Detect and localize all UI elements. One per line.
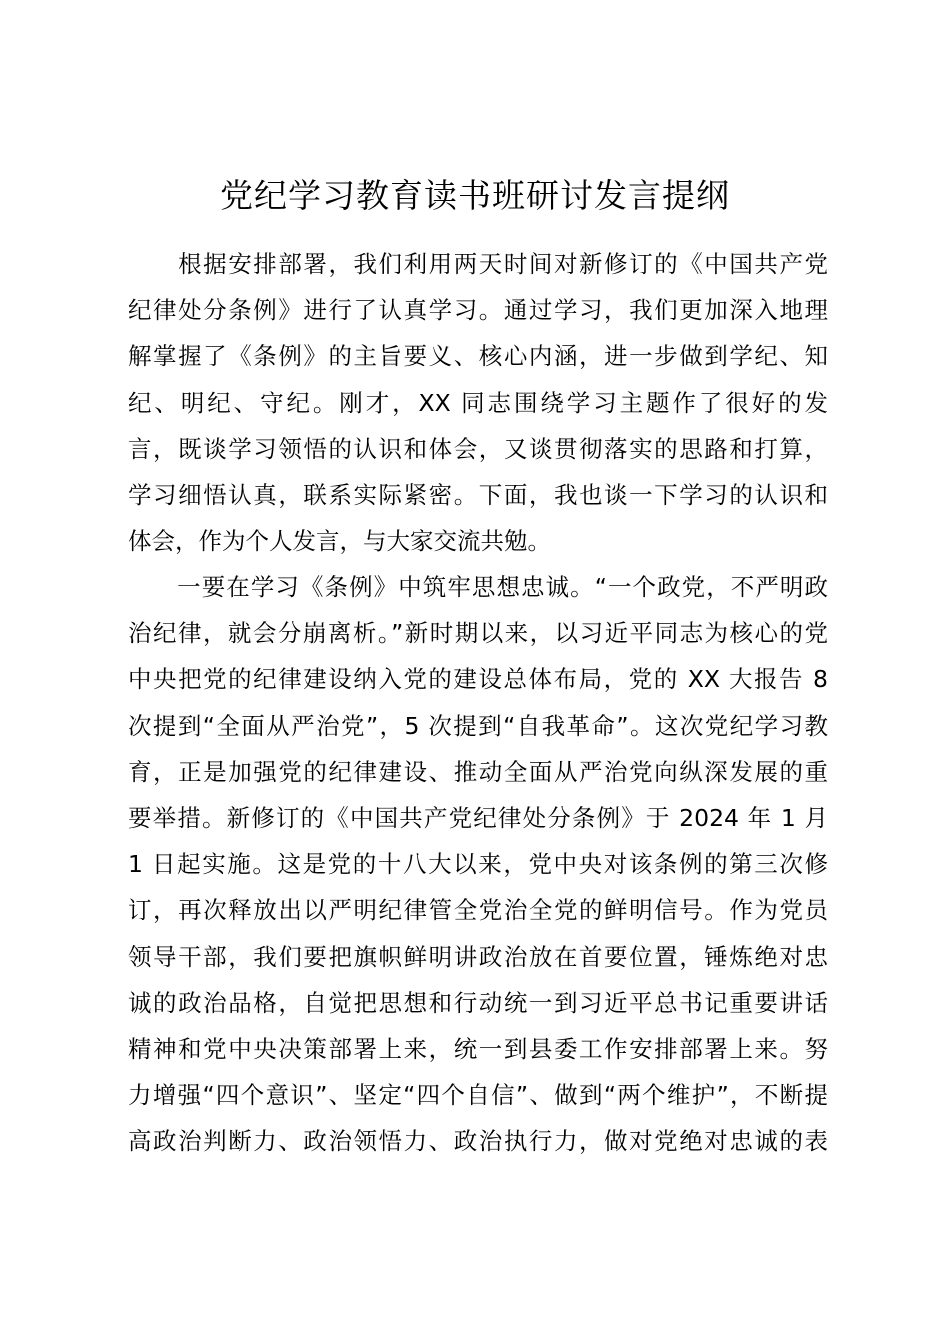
paragraph-line: 根据安排部署，我们利用两天时间对新修订的《中国共产党 [128,250,828,278]
paragraph-line: 1 日起实施。这是党的十八大以来，党中央对该条例的第三次修 [128,850,828,879]
paragraph-line: 一要在学习《条例》中筑牢思想忠诚。“一个政党，不严明政 [128,573,828,601]
document-title: 党纪学习教育读书班研讨发言提纲 [220,176,730,215]
paragraph-line: 体会，作为个人发言，与大家交流共勉。 [128,527,551,556]
paragraph-line: 中央把党的纪律建设纳入党的建设总体布局，党的 XX 大报告 8 [128,665,828,694]
paragraph-line: 订，再次释放出以严明纪律管全党治全党的鲜明信号。作为党员 [128,896,828,925]
paragraph-line: 要举措。新修订的《中国共产党纪律处分条例》于 2024 年 1 月 [128,803,828,832]
paragraph-line: 纪律处分条例》进行了认真学习。通过学习，我们更加深入地理 [128,296,828,325]
paragraph-intro [128,241,828,564]
paragraph-line: 育，正是加强党的纪律建设、推动全面从严治党向纵深发展的重 [128,757,828,786]
paragraph-line: 力增强“四个意识”、坚定“四个自信”、做到“两个维护”，不断提 [128,1081,828,1110]
paragraph-line: 解掌握了《条例》的主旨要义、核心内涵，进一步做到学纪、知 [128,342,828,371]
paragraph-line: 言，既谈学习领悟的认识和体会，又谈贯彻落实的思路和打算， [128,434,828,463]
paragraph-line: 高政治判断力、政治领悟力、政治执行力，做对党绝对忠诚的表 [128,1127,828,1156]
paragraph-line: 精神和党中央决策部署上来，统一到县委工作安排部署上来。努 [128,1034,828,1063]
paragraph-line: 学习细悟认真，联系实际紧密。下面，我也谈一下学习的认识和 [128,480,828,509]
paragraph-line: 治纪律，就会分崩离析。”新时期以来，以习近平同志为核心的党 [128,619,828,648]
paragraph-line: 诚的政治品格，自觉把思想和行动统一到习近平总书记重要讲话 [128,988,828,1017]
paragraph-line: 次提到“全面从严治党”，5 次提到“自我革命”。这次党纪学习教 [128,711,828,740]
paragraph-line: 领导干部，我们要把旗帜鲜明讲政治放在首要位置，锤炼绝对忠 [128,942,828,971]
paragraph-line: 纪、明纪、守纪。刚才，XX 同志围绕学习主题作了很好的发 [128,388,828,417]
paragraph-point-one [128,564,828,1164]
